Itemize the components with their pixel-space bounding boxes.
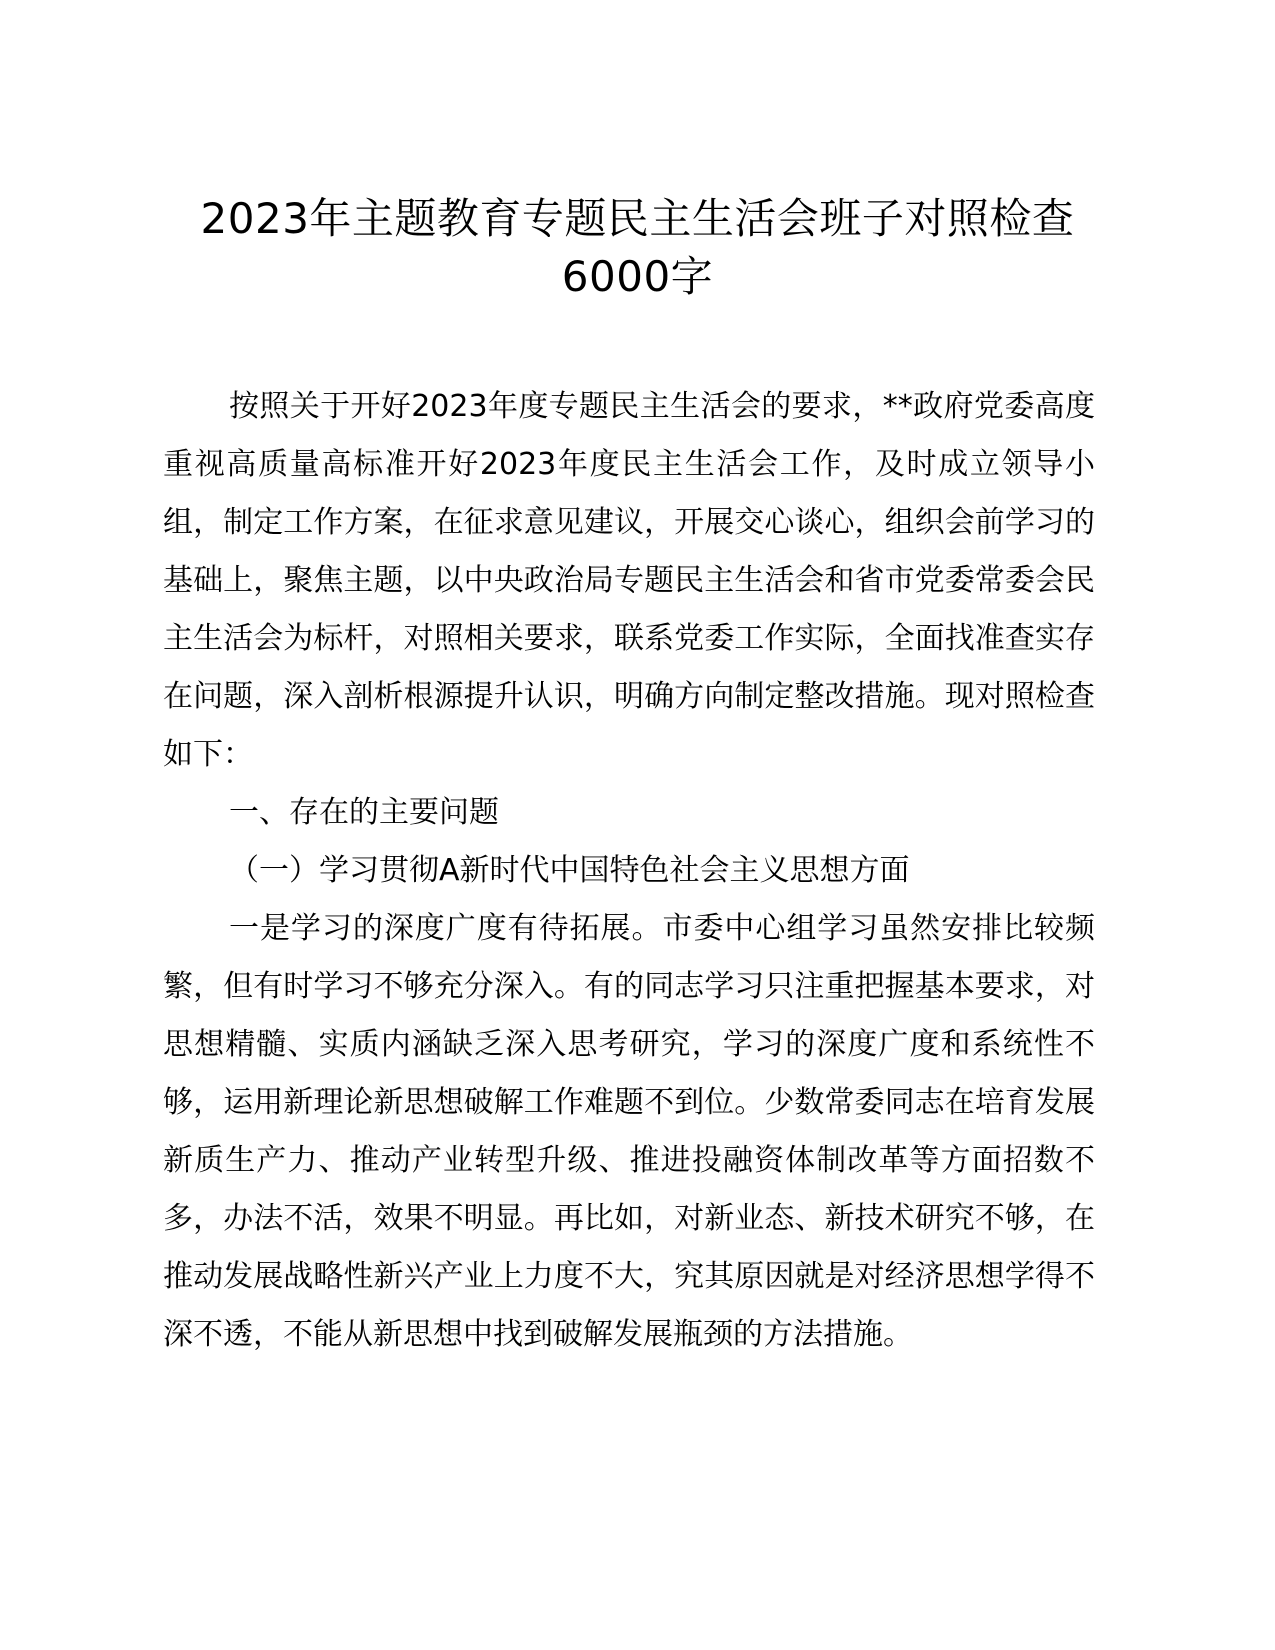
- section-heading: 一、存在的主要问题: [229, 795, 499, 830]
- subsection-heading: （一）学习贯彻A新时代中国特色社会主义思想方面: [229, 853, 910, 888]
- document-body: [163, 378, 1095, 1364]
- intro-paragraph: 按照关于开好2023年度专题民主生活会的要求，**政府党委高度重视高质量高标准开好2023年度民主生活会工作，及时成立领导小组，制定工作方案，在征求意见建议，开展交心谈心，组织会前学习的基础上，聚焦主题，以中央政治局专题民主生活会和省市党委常委会民主生活会为标杆，对照相关要求，联系党委工作实际，全面找准查实存在问题，深入剖析根源提升认识，明确方向制定整改措施。现对照检查如下：: [163, 389, 1095, 772]
- body-paragraph: 一是学习的深度广度有待拓展。市委中心组学习虽然安排比较频繁，但有时学习不够充分深入。有的同志学习只注重把握基本要求，对思想精髓、实质内涵缺乏深入思考研究，学习的深度广度和系统性不够，运用新理论新思想破解工作难题不到位。少数常委同志在培育发展新质生产力、推动产业转型升级、推进投融资体制改革等方面招数不多，办法不活，效果不明显。再比如，对新业态、新技术研究不够，在推动发展战略性新兴产业上力度不大，究其原因就是对经济思想学得不深不透，不能从新思想中找到破解发展瓶颈的方法措施。: [163, 911, 1095, 1352]
- document-title: 2023年主题教育专题民主生活会班子对照检查6000字: [200, 194, 1075, 301]
